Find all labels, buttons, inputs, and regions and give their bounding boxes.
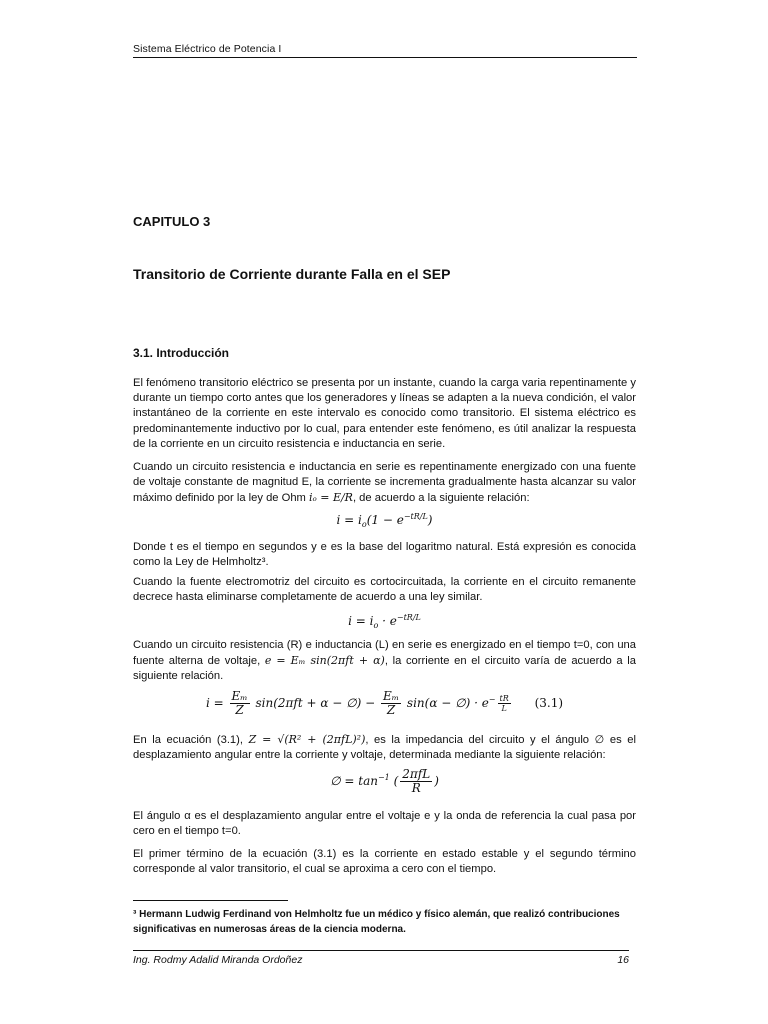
paragraph-short-circuit: Cuando la fuente electromotriz del circuito es cortocircuitada, la corriente en el circuito remanente decrece hasta eliminarse completamente de acuerdo a una ley similar. (133, 576, 636, 604)
impedance-inline: Z = √(R² + (2πfL)²) (248, 733, 366, 746)
paragraph-helmholtz: Donde t es el tiempo en segundos y e es la base del logaritmo natural. Está expresión es conocida como la Ley de Helmholtz³. (133, 541, 636, 569)
paragraph-alternating: Cuando un circuito resistencia (R) e inductancia (L) en serie es energizado en el tiempo t=0, con una fuente alterna de voltaje, e = Eₘ sin(2πft + α), la corriente en el circuito varía de acuerdo a la siguiente relación. (133, 639, 637, 683)
paragraph-impedance: En la ecuación (3.1), Z = √(R² + (2πfL)²), es la impedancia del circuito y el ángulo ∅ es el desplazamiento angular entre la corriente y voltaje, determinada mediante la siguiente relación: (133, 733, 637, 762)
footnote: ³ Hermann Ludwig Ferdinand von Helmholtz fue un médico y físico alemán, que realizó contribuciones significativas en numerosas áreas de la ciencia moderna. (133, 909, 620, 935)
paragraph-intro: El fenómeno transitorio eléctrico se presenta por un instante, cuando la carga varia repentinamente y durante un tiempo corto antes que los generadores y líneas se adapten a la nueva condición, el valor instantáneo de la corriente en este intervalo es conocido como transitorio. El sistema eléctrico es predominantemente inductivo por lo cual, para entender este fenómeno, es útil analizar la respuesta de la corriente en un circuito resistencia e inductancia en serie. (133, 377, 636, 450)
paragraph-terms: El primer término de la ecuación (3.1) es la corriente en estado estable y el segundo término corresponde al valor transitorio, el cual se aproxima a cero con el tiempo. (133, 848, 636, 876)
page-number: 16 (617, 954, 629, 966)
equation-angle: ∅ = $\tan^{-1}$ ( $\frac{\text{2πfL}}{R}$ ) (330, 767, 439, 795)
equation-decay: $i = i_o \cdot e^{-tR/L}$ (348, 613, 421, 630)
paragraph-energized-tail: , de acuerdo a la siguiente relación: (352, 492, 530, 505)
footer-author: Ing. Rodmy Adalid Miranda Ordoñez (133, 954, 303, 966)
section-heading: 3.1. Introducción (133, 346, 230, 360)
paragraph-energized-text: Cuando un circuito resistencia e inductancia en serie es repentinamente energizado con una fuente de voltaje constante de magnitud E, la corriente se incrementa gradualmente hasta alcanzar su valor máximo definido por la ley de Ohm (133, 461, 636, 505)
voltage-inline: e = Eₘ sin(2πft + α) (264, 654, 385, 668)
equation-number: (3.1) (534, 696, 564, 710)
ohm-law-inline: iₒ = E/R (308, 491, 353, 505)
paragraph-energized (133, 460, 636, 507)
equation-3-1: i = $\frac{\text{Eₘ}}{Z}$ sin(2πft + α − ∅) − $\frac{\text{Eₘ}}{Z}$ sin(α − ∅) · e− $\frac{tR}{L}$ (3.1) (205, 689, 564, 717)
paragraph-alpha: El ángulo α es el desplazamiento angular entre el voltaje e y la onda de referencia la cual pasa por cero en el tiempo t=0. (133, 810, 636, 838)
equation-growth: $i = i_o(1 - e^{-tR/L})$ (336, 512, 433, 529)
chapter-title: Transitorio de Corriente durante Falla en el SEP (133, 266, 451, 282)
chapter-label: CAPITULO 3 (133, 214, 211, 229)
running-header: Sistema Eléctrico de Potencia I (133, 43, 637, 58)
running-footer (133, 950, 629, 966)
footnote-divider (133, 900, 288, 901)
